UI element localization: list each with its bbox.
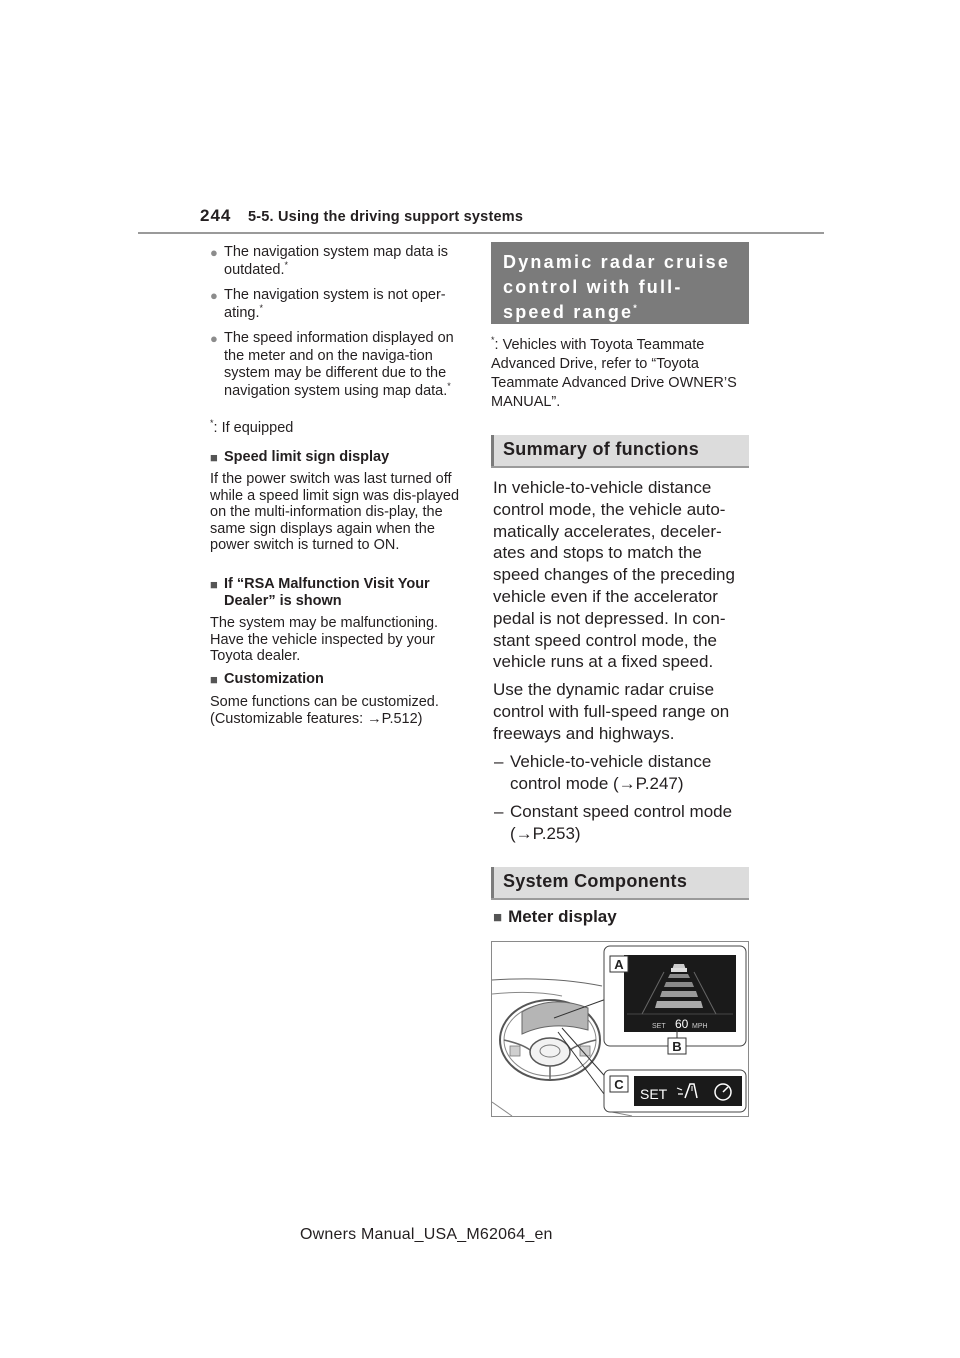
- mode-item-constant-speed: – Constant speed control mode (→P.253): [494, 802, 733, 843]
- footnote-marker: *: [491, 335, 495, 346]
- bullet-dot-icon: ●: [210, 331, 218, 346]
- square-bullet-icon: ■: [493, 909, 503, 926]
- callout-b: B: [672, 1039, 682, 1054]
- square-bullet-icon: ■: [210, 672, 218, 687]
- main-heading: Dynamic radar cruise control with full-speed range*: [491, 242, 749, 324]
- footnote-if-equipped: [210, 420, 293, 438]
- usage-paragraph: Use the dynamic radar cruise control with full-speed range on freeways and highways.: [493, 680, 730, 743]
- square-bullet-icon: ■: [210, 450, 218, 465]
- summary-paragraph: In vehicle-to-vehicle distance control mode, the vehicle auto-matically accelerates, deceler-ates and stops to match the speed changes of the preceding vehicle even if the accelerator pedal is not depressed. In con-stant speed control mode, the vehicle runs at a fixed speed.: [493, 478, 735, 672]
- display-speed-unit: MPH: [692, 1023, 708, 1030]
- section-title: 5-5. Using the driving support systems: [248, 209, 524, 225]
- bullet-text: The navigation system is not oper-ating.: [224, 287, 446, 321]
- bullet-text: The speed information displayed on the meter and on the naviga-tion system may be different due to the navigation system using map data.: [224, 330, 454, 399]
- subheading-rsa-malfunction: ■ If “RSA Malfunction Visit Your Dealer” is shown: [210, 576, 430, 609]
- footnote-marker: *: [447, 380, 451, 391]
- square-bullet-icon: ■: [210, 577, 218, 592]
- cruise-set-indicator: SET: [640, 1086, 668, 1102]
- footer-manual-id: Owners Manual_USA_M62064_en: [300, 1226, 553, 1243]
- components-heading: System Components: [491, 867, 749, 900]
- header-divider: [138, 232, 824, 234]
- paragraph-rsa-malfunction: The system may be malfunctioning. Have the vehicle inspected by your Toyota dealer.: [210, 615, 439, 664]
- subheading-speed-limit-sign: ■ Speed limit sign display: [210, 449, 390, 465]
- bullet-dot-icon: ●: [210, 288, 218, 303]
- note-text: : Vehicles with Toyota Teammate Advanced Drive, refer to “Toyota Teammate Advanced Drive OWNER’S MANUAL”.: [491, 337, 737, 410]
- callout-a: A: [614, 957, 624, 972]
- summary-heading: Summary of functions: [491, 435, 749, 468]
- dash-bullet-icon: –: [494, 752, 504, 771]
- subheading-meter-display: ■ Meter display: [493, 907, 617, 926]
- footnote-text: : If equipped: [213, 420, 294, 436]
- bullet-dot-icon: ●: [210, 245, 218, 260]
- page-number: 244: [200, 206, 232, 225]
- dash-bullet-icon: –: [494, 802, 504, 821]
- display-set-label: SET: [652, 1023, 666, 1030]
- footnote-marker: *: [259, 302, 263, 313]
- callout-c: C: [614, 1077, 624, 1092]
- paragraph-customization: Some functions can be customized. (Customizable features: →P.512): [210, 694, 439, 727]
- paragraph-speed-limit-sign: If the power switch was last turned off while a speed limit sign was dis-played on the multi-information dis-play, the same sign displays again when the power switch is turned to ON.: [210, 471, 460, 553]
- footnote-marker: *: [633, 303, 639, 313]
- footnote-marker: *: [210, 418, 214, 429]
- mode-item-distance-control: – Vehicle-to-vehicle distance control mode (→P.247): [494, 752, 712, 793]
- bullet-speed-info-differs: [210, 330, 472, 400]
- meter-display-diagram: [491, 941, 749, 1117]
- steering-wheel-illustration: [492, 942, 748, 1116]
- subheading-customization: ■ Customization: [210, 671, 324, 687]
- display-speed-value: 60: [675, 1017, 689, 1031]
- footnote-marker: *: [284, 259, 288, 270]
- bullet-text: The navigation system map data is outdated.: [224, 244, 449, 278]
- bullet-map-outdated: [210, 244, 472, 279]
- teammate-note: [491, 336, 749, 412]
- bullet-nav-not-operating: [210, 287, 472, 322]
